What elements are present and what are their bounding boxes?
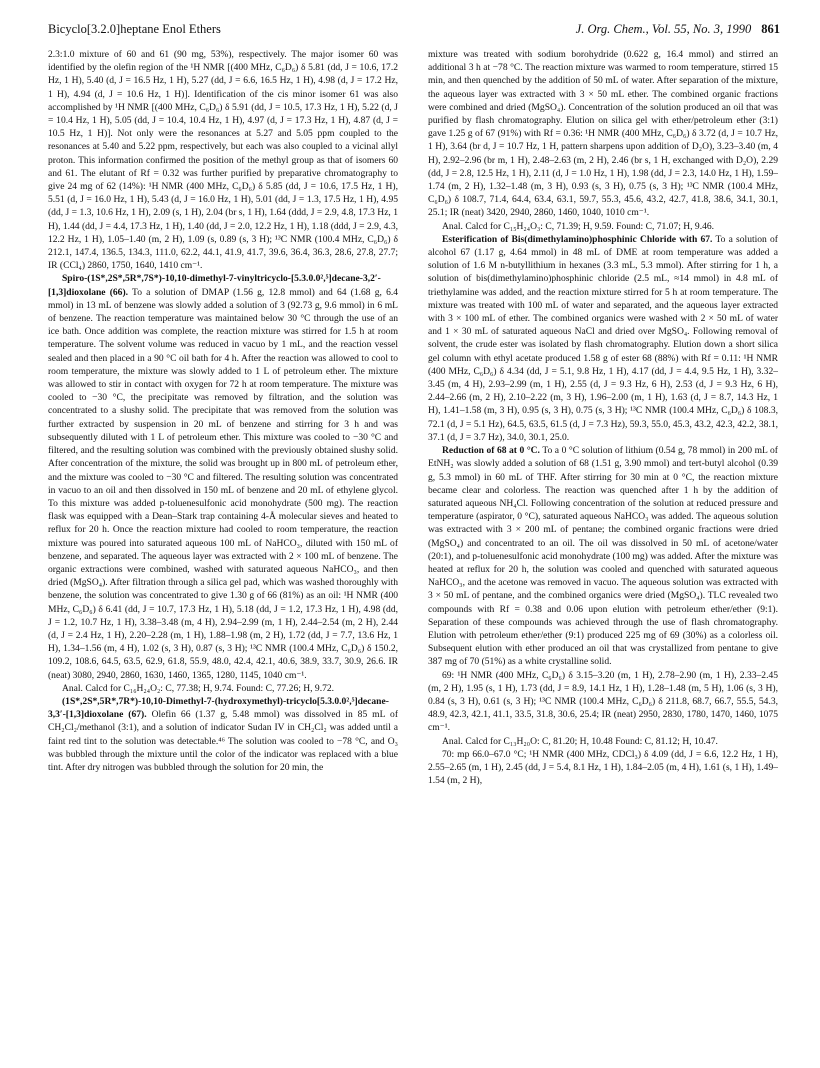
- paragraph-text: 69: ¹H NMR (400 MHz, C₆D₆) δ 3.15–3.20 (m, 1 H), 2.78–2.90 (m, 1 H), 2.33–2.45 (m, 2 H), 1.95 (s, 1 H), 1.73 (dd, J = 8.9, 14.1 Hz, 1 H), 1.28–1.48 (m, 5 H), 1.06 (s, 3 H), 0.84 (s, 3 H), 0.61 (s, 3 H); ¹³C NMR (100.4 MHz, C₆D₆) δ 211.8, 68.7, 66.7, 55.5, 54.3, 48.9, 42.3, 42.1, 41.1, 33.5, 31.8, 30.6, 25.4; IR (neat) 2950, 2830, 1780, 1470, 1460, 1075 cm⁻¹.: [428, 669, 778, 734]
- journal-name: J. Org. Chem., Vol. 55, No. 3, 1990: [575, 22, 752, 36]
- right-column: [428, 48, 778, 1048]
- paragraph-6: [428, 220, 778, 233]
- running-header: [48, 22, 780, 40]
- paragraph-text: To a solution of DMAP (1.56 g, 12.8 mmol) and 64 (1.68 g, 6.4 mmol) in 13 mL of benzene was slowly added a solution of 3 (92.73 g, 9.6 mmol) in 6 mL of benzene. The reaction temperature was maintained below 30 °C through the use of an ice bath. Once addition was complete, the reaction mixture was stirred for 1.5 h at room temperature. The solvent volume was reduced in vacuo by 1 mL, and the reaction vessel sealed and then placed in a 90 °C oil bath for 4 h. After the reaction was allowed to cool to room temperature, the mixture was slowly added to 1 L of petroleum ether. The mixture was allowed to stir in contact with oxygen for 72 h at room temperature. The mixture was cooled to −30 °C, the precipitate was removed by filtration, and the solution was concentrated to a slushy solid. The precipitate that was removed from the solution was further extracted by suspension in 20 mL of benzene and stirring for 3 h and was subsequently diluted with 1 L of petroleum ether. This mixture was cooled to −30 °C and filtered, and the resulting solution was combined with the previously obtained slushy solid. After concentration of the mixture, the solid was brought up in 800 mL of petroleum ether, and the mixture was cooled to −30 °C and filtered. The resulting solution was concentrated in vacuo to an oil and then dissolved in 150 mL of benzene and 20 mL of ethylene glycol. To this mixture was added p-toluenesulfonic acid monohydrate (500 mg). The reaction flask was equipped with a Dean–Stark trap containing 4-Å molecular sieves and heated to reflux for 20 h. Once the reaction mixture had cooled to room temperature, the reaction mixture was poured into saturated aqueous 100 mL of NaHCO₃, diluted with 150 mL of benzene, and separated. The aqueous layer was extracted with 2 × 100 mL of benzene. The organic extractions were combined, washed with saturated aqueous NaHCO₃, and then dried (MgSO₄). After filtration through a silica gel pad, which was washed thoroughly with benzene, the solution was concentrated to give 1.30 g of 66 (81%) as an oil: ¹H NMR (400 MHz, C₆D₆) δ 6.41 (dd, J = 10.7, 17.3 Hz, 1 H), 5.18 (dd, J = 1.2, 17.3 Hz, 1 H), 4.98 (dd, J = 1.2, 10.7 Hz, 1 H), 3.38–3.48 (m, 4 H), 2.94–2.99 (m, 1 H), 2.44–2.54 (m, 2 H), 2.44 (d, J = 2.4 Hz, 1 H), 2.20–2.28 (m, 1 H), 1.88–1.98 (m, 2 H), 1.72 (dd, J = 7.7, 13.6 Hz, 1 H), 1.34–1.56 (m, 4 H), 1.02 (s, 3 H), 0.87 (s, 3 H); ¹³C NMR (100.4 MHz, C₆D₆) δ 150.2, 109.2, 108.6, 64.5, 63.5, 62.9, 61.8, 55.9, 48.0, 42.4, 42.1, 40.6, 38.9, 33.7, 30.9, 26.6. IR (neat) 3080, 2940, 2860, 1630, 1460, 1365, 1280, 1145, 1040 cm⁻¹.: [48, 286, 398, 681]
- paragraph-8: [428, 444, 778, 668]
- paragraph-7: [428, 233, 778, 444]
- paragraph-9: [428, 669, 778, 735]
- paragraph-text: 70: mp 66.0–67.0 °C; ¹H NMR (400 MHz, CDCl₃) δ 4.09 (dd, J = 6.6, 12.2 Hz, 1 H), 2.55–2.65 (m, 1 H), 2.45 (dd, J = 5.4, 8.1 Hz, 1 H), 1.84–2.05 (m, 4 H), 1.61 (s, 1 H), 1.49–1.54 (m, 2 H),: [428, 748, 778, 787]
- paragraph-10: [428, 735, 778, 748]
- paragraph-text: To a 0 °C solution of lithium (0.54 g, 78 mmol) in 200 mL of EtNH₂ was slowly added a solution of 68 (1.51 g, 3.90 mmol) and tert-butyl alcohol (0.39 g, 5.3 mmol) in 60 mL of THF. After stirring for 30 min at 0 °C, the reaction mixture became clear and colorless. The reaction was quenched after 1 h by the addition of saturated aqueous NH₄Cl. Following concentration of the solution at reduced pressure and temperature (aspirator, 0 °C), saturated aqueous NaHCO₃ was added. The aqueous solution was extracted with 3 × 200 mL of pentane; the combined organic fractions were dried (MgSO₄) and concentrated to an oil. The oil was dissolved in 50 mL of acetone/water (20:1), and p-toluenesulfonic acid monohydrate (100 mg) was added. After the mixture was heated at reflux for 20 h, the solution was cooled and quenched with saturated aqueous NaHCO₃, and the acetone was removed in vacuo. The aqueous solution was extracted with 3 × 50 mL of pentane, and the combined organics were dried (MgSO₄). TLC revealed two compounds with Rf = 0.38 and 0.06 upon elution with petroleum ether/ether (9:1). Separation of these compounds was achieved through the use of flash chromatography. Elution with petroleum ether/ether (9:1) produced 225 mg of 69 (30%) as a colorless oil. Subsequent elution with ether produced an oil that was crystallized from pentane to give 387 mg of 70 (51%) as a white crystalline solid.: [428, 445, 778, 668]
- paragraph-4: [48, 695, 398, 774]
- paragraph-3: [48, 682, 398, 695]
- paragraph-text: Anal. Calcd for C₁₆H₂₄O₂: C, 77.38; H, 9.74. Found: C, 77.26; H, 9.72.: [62, 682, 335, 694]
- paragraph-2: [48, 272, 398, 681]
- paragraph-text: Anal. Calcd for C₁₃H₂₀O: C, 81.20; H, 10.48 Found: C, 81.12; H, 10.47.: [442, 735, 718, 747]
- paragraph-1: [48, 48, 398, 272]
- paragraph-text: mixture was treated with sodium borohydride (0.622 g, 16.4 mmol) and stirred an additional 3 h at −78 °C. The reaction mixture was warmed to room temperature, stirred 15 min, and then quenched by the addition of 50 mL of water. After separation of the mixture, the aqueous layer was extracted with 3 × 50 mL ether. The combined organic fractions were combined and dried (MgSO₄). Concentration of the solution produced an oil that was purified by flash chromatography. Elution on silica gel with ether/petroleum ether (3:1) gave 1.25 g of 67 (91%) with Rf = 0.36: ¹H NMR (400 MHz, C₆D₆) δ 3.72 (d, J = 10.7 Hz, 1 H), 3.64 (br d, J = 10.7 Hz, 1 H, pattern sharpens upon addition of D₂O), 3.23–3.40 (m, 4 H), 2.92–2.96 (br m, 1 H), 2.48–2.63 (m, 2 H), 2.46 (br s, 1 H, exchanged with D₂O), 2.29 (dd, J = 2.8, 12.5 Hz, 1 H), 2.11 (d, J = 1.0 Hz, 1 H), 1.98 (dd, J = 2.3, 14.0 Hz, 1 H), 1.59–1.74 (m, 2 H), 1.32–1.48 (m, 3 H), 0.93 (s, 3 H), 0.75 (s, 3 H); ¹³C NMR (100.4 MHz, C₆D₆) δ 108.7, 71.4, 64.4, 63.4, 63.1, 59.7, 55.3, 45.6, 43.2, 42.7, 41.8, 38.6, 34.1, 30.1, 25.1; IR (neat) 3420, 2940, 2860, 1460, 1040, 1010 cm⁻¹.: [428, 49, 778, 219]
- paragraph-text: Olefin 66 (1.37 g, 5.48 mmol) was dissolved in 85 mL of CH₂Cl₂/methanol (3:1), and a solution of indicator Sudan IV in CH₂Cl₂ was added until a faint red tint to the solution was detectable.⁴⁶ The solution was cooled to −78 °C, and O₃ was bubbled through the mixture until the color of the indicator was replaced with a blue tint. After dry nitrogen was bubbled through the solution for 20 min, the: [48, 709, 398, 773]
- paragraph-heading: Esterification of Bis(dimethylamino)phosphinic Chloride with 67.: [442, 233, 713, 245]
- paragraph-heading: (1S*,2S*,5R*,7R*)-10,10-Dimethyl-7-(hydroxymethyl)-tricyclo[5.3.0.0²,⁵]decane-3,3′-[1,3]dioxolane (67).: [48, 695, 389, 721]
- paragraph-heading: Spiro-(1S*,2S*,5R*,7S*)-10,10-dimethyl-7-vinyltricyclo-[5.3.0.0²,⁵]decane-3,2′-[1,3]dioxolane (66).: [48, 273, 381, 298]
- paragraph-text: 2.3:1.0 mixture of 60 and 61 (90 mg, 53%), respectively. The major isomer 60 was identified by the olefin region of the ¹H NMR [(400 MHz, C₆D₆) δ 5.81 (dd, J = 10.6, 17.2 Hz, 1 H), 5.40 (d, J = 16.5 Hz, 1 H), 5.27 (dd, J = 6.6, 16.5 Hz, 1 H), 4.98 (d, J = 17.2 Hz, 1 H), 4.94 (d, J = 10.6 Hz, 1 H)]. Identification of the cis minor isomer 61 was also accomplished by ¹H NMR [(400 MHz, C₆D₆) δ 5.91 (dd, J = 10.5, 17.3 Hz, 1 H), 5.22 (d, J = 10.4 Hz, 1 H), 5.05 (dd, J = 10.4, 10.4 Hz, 1 H), 4.97 (d, J = 17.3 Hz, 1 H), 4.87 (d, J = 10.5 Hz, 1 H)]. Not only were the resonances at 5.27 and 5.05 ppm coupled to the resonances at 5.40 and 5.22 ppm, respectively, but each was also coupled to a vicinal allyl proton. This information confirmed the position of the methyl group as that of isomers 60 and 61. The elutant of Rf = 0.32 was further purified by preparative chromatography to give 24 mg of 62 (14%): ¹H NMR (400 MHz, C₆D₆) δ 5.85 (dd, J = 10.6, 17.5 Hz, 1 H), 5.51 (d, J = 16.0 Hz, 1 H), 5.43 (d, J = 16.0 Hz, 1 H), 5.01 (dd, J = 1.3, 17.5 Hz, 1 H), 4.95 (dd, J = 1.3, 10.6 Hz, 1 H), 2.09 (s, 1 H), 2.04 (br s, 1 H), 1.64 (ddd, J = 2.9, 4.8, 17.3 Hz, 1 H), 1.44 (dd, J = 4.4, 17.3 Hz, 1 H), 1.40 (dd, J = 2.0, 12.2 Hz, 1 H), 1.18 (ddd, J = 2.9, 4.3, 12.2 Hz, 1 H), 1.05–1.40 (m, 2 H), 1.09 (s, 0.89 (s, 3 H); ¹³C NMR (100.4 MHz, C₆D₆) δ 212.1, 147.4, 136.5, 134.3, 111.0, 62.2, 44.1, 41.9, 41.7, 39.6, 36.4, 36.3, 28.6, 27.8, 27.7; IR (CCl₄) 2860, 1750, 1640, 1410 cm⁻¹.: [48, 49, 398, 272]
- paragraph-11: [428, 748, 778, 788]
- left-column: [48, 48, 398, 1048]
- running-title: Bicyclo[3.2.0]heptane Enol Ethers: [48, 22, 221, 36]
- page-number: 861: [761, 22, 780, 36]
- paragraph-text: Anal. Calcd for C₁₅H₂₄O₃: C, 71.39; H, 9.59. Found: C, 71.07; H, 9.46.: [442, 220, 715, 232]
- journal-citation: [576, 22, 780, 37]
- paragraph-heading: Reduction of 68 at 0 °C.: [442, 445, 540, 457]
- paragraph-text: To a solution of alcohol 67 (1.17 g, 4.64 mmol) in 48 mL of DME at room temperature was added a solution of 1.6 M n-butyllithium in hexanes (3.3 mL, 5.3 mmol). After stirring for 1 h, a solution of bis(dimethylamino)phosphinic chloride (2.5 mL, ≈14 mmol) in 4.8 mL of triethylamine was added, and the reaction mixture stirred for 5 h at room temperature. The mixture was treated with 100 mL of water and separated, and the aqueous layer extracted with 3 × 100 mL of ether. The combined organics were washed with 2 × 50 mL of water and 1 × 30 mL of saturated aqueous NaCl and dried over MgSO₄. Following removal of solvent, the crude ester was isolated by flash chromatography. Elution down a short silica gel column with ethyl acetate produced 1.58 g of ester 68 (88%) with Rf = 0.11: ¹H NMR (400 MHz, C₆D₆) δ 4.34 (dd, J = 5.1, 9.8 Hz, 1 H), 4.17 (dd, J = 4.4, 9.5 Hz, 1 H), 3.32–3.45 (m, 4 H), 2.93–2.99 (m, 1 H), 2.55 (d, J = 9.3 Hz, 6 H), 2.53 (d, J = 9.3 Hz, 6 H), 2.44–2.66 (m, 2 H), 2.10–2.22 (m, 3 H), 1.96–2.00 (m, 1 H), 1.63 (d, J = 8.7, 14.3 Hz, 1 H), 1.41–1.58 (m, 3 H), 0.95 (s, 3 H), 0.75 (s, 3 H); ¹³C NMR (100.4 MHz, C₆D₆) δ 108.3, 72.1 (d, J = 5.1 Hz), 64.5, 63.5, 61.5 (d, J = 7.3 Hz), 59.3, 55.0, 45.3, 43.2, 42.3, 42.2, 38.1, 37.1 (d, J = 3.7 Hz), 34.0, 30.1, 25.0.: [428, 233, 778, 443]
- paragraph-5: [428, 48, 778, 220]
